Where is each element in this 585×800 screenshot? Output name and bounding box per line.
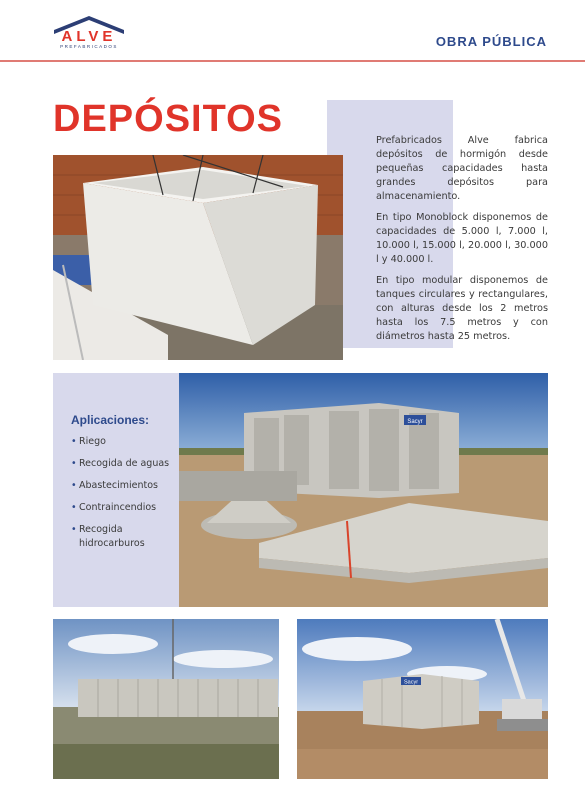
photo-circular-tank-crane	[297, 619, 548, 779]
bullet-icon: •	[71, 524, 77, 535]
intro-text	[376, 134, 548, 351]
applications-panel	[53, 373, 179, 607]
bullet-icon: •	[71, 480, 77, 491]
list-item: • Abastecimientos	[71, 480, 158, 491]
page-title: DEPÓSITOS	[53, 98, 284, 140]
list-item: • Recogida de aguas	[71, 458, 170, 469]
intro-paragraph-1: Prefabricados Alve fabrica depósitos de hormigón desde pequeñas capacidades hasta grandes depósitos para almacenamiento.	[376, 135, 548, 202]
alve-logo	[52, 14, 126, 50]
bullet-icon: •	[71, 502, 77, 513]
applications-title: Aplicaciones:	[71, 413, 150, 427]
applications-list	[71, 435, 175, 559]
bullet-icon: •	[71, 436, 77, 447]
intro-paragraph-2: En tipo Monoblock disponemos de capacidades de 5.000 l, 7.000 l, 10.000 l, 15.000 l, 20.000 l, 30.000 l y 40.000 l.	[376, 212, 548, 265]
sacyr-label: Sacyr	[403, 679, 419, 686]
list-item: • Riego	[71, 436, 106, 447]
photo-modular-tank	[179, 373, 548, 607]
logo-subtitle: PREFABRICADOS	[60, 44, 118, 49]
photo-monoblock-tank	[53, 155, 343, 360]
list-item: • Recogida hidrocarburos	[71, 524, 145, 549]
intro-paragraph-3: En tipo modular disponemos de tanques circulares y rectangulares, con alturas desde los 2 metros hasta los 7.5 metros y con diámetros hasta 25 metros.	[376, 275, 548, 342]
sacyr-label: Sacyr	[407, 419, 423, 425]
header-divider	[0, 60, 585, 62]
photo-rectangular-tank	[53, 619, 279, 779]
bullet-icon: •	[71, 458, 77, 469]
section-label: OBRA PÚBLICA	[435, 34, 547, 49]
logo-text: ALVE	[61, 28, 117, 45]
list-item: • Contraincendios	[71, 502, 157, 513]
